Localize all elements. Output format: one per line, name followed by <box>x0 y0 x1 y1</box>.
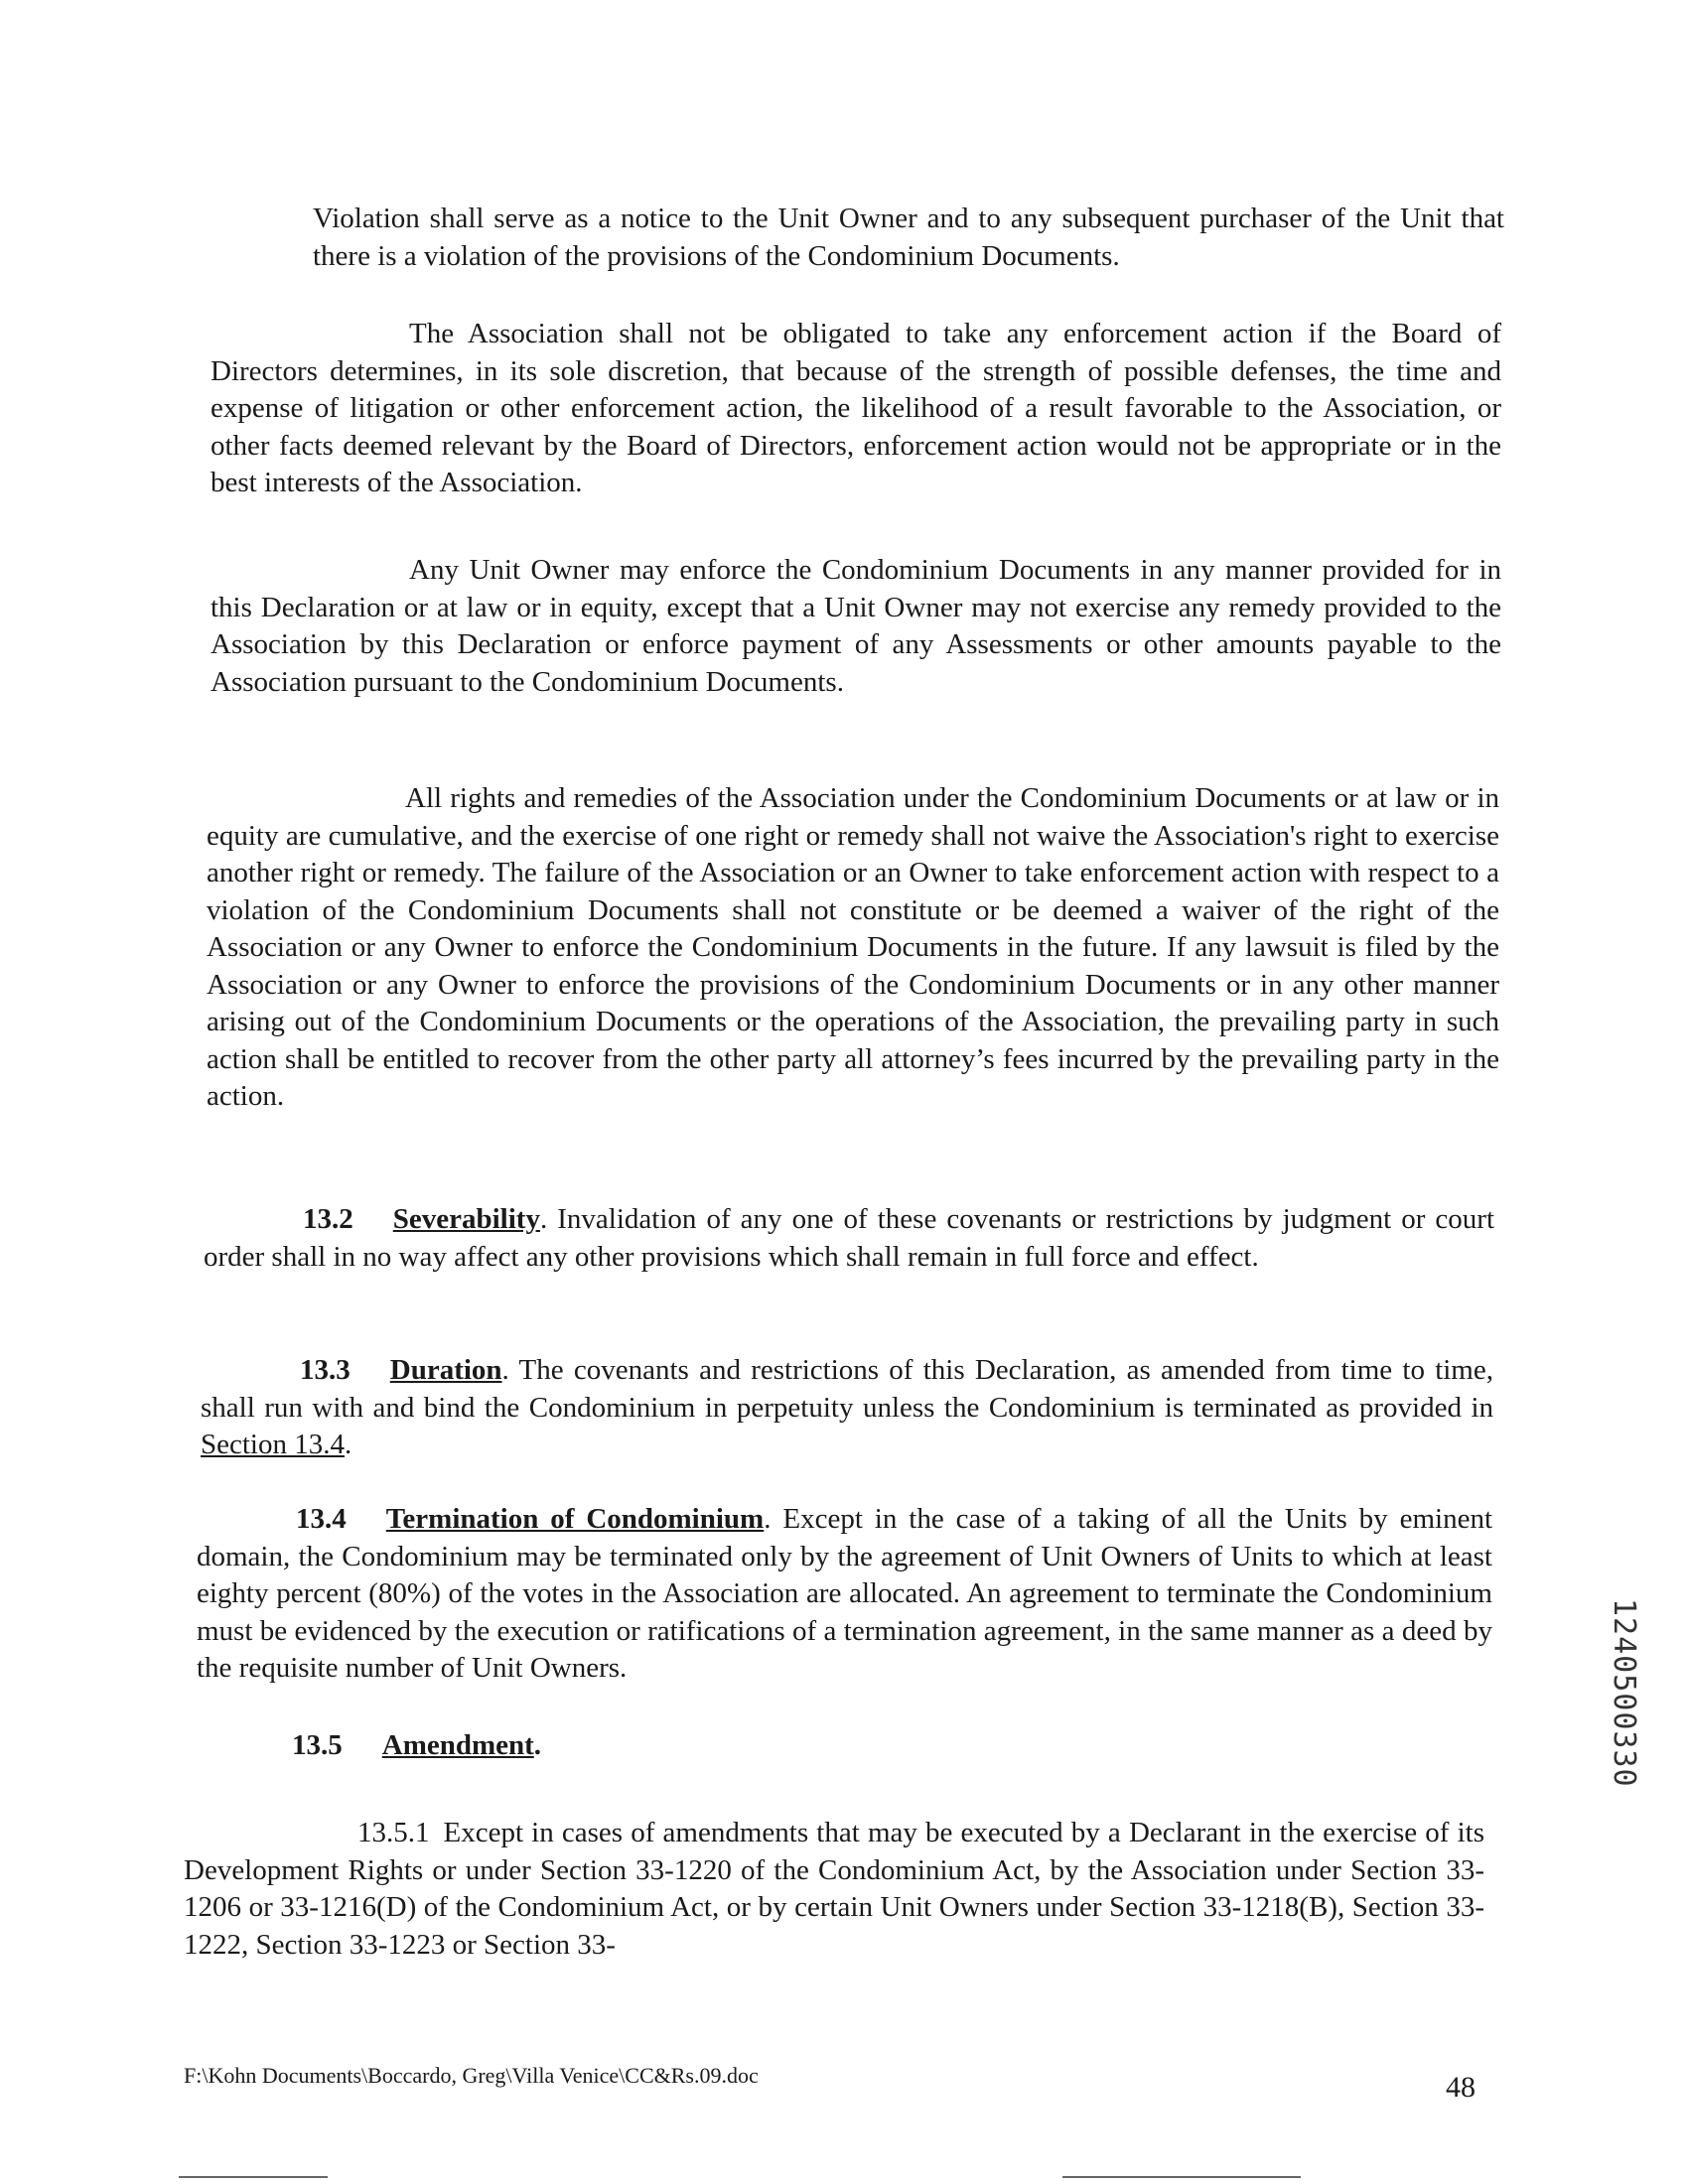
page-number: 48 <box>1446 2071 1476 2104</box>
recording-stamp-number: 1240500330 <box>1607 1598 1641 1788</box>
section-13-5-heading: 13.5 Amendment. <box>292 1729 542 1761</box>
section-reference-link[interactable]: Section 13.4 <box>201 1429 345 1460</box>
section-13-3: 13.3 Duration. The covenants and restrictions of this Declaration, as amended from time to time, shall run with and bind the Condominium in perpetuity unless the Condominium is terminated as provided in Section 13.4. <box>201 1354 1493 1460</box>
subsection-number: 13.5.1 <box>357 1817 430 1848</box>
paragraph-cumulative-remedies: All rights and remedies of the Association under the Condominium Documents or at law or in equity are cumulative, and the exercise of one right or remedy shall not waive the Association's right to exercise another right or remedy. The failure of the Association or an Owner to take enforcement action with respect to a violation of the Condominium Documents shall not constitute or be deemed a waiver of the right of the Association or any Owner to enforce the Condominium Documents in the future. If any lawsuit is filed by the Association or any Owner to enforce the provisions of the Condominium Documents or in any other manner arising out of the Condominium Documents or the operations of the Association, the prevailing party in such action shall be entitled to recover from the other party all attorney’s fees incurred by the prevailing party in the action. <box>207 782 1499 1112</box>
section-title: Severability <box>392 1203 540 1235</box>
paragraph-owner-enforcement: Any Unit Owner may enforce the Condominium Documents in any manner provided for in this Declaration or at law or in equity, except that a Unit Owner may not exercise any remedy provided to the Association by this Declaration or enforce payment of any Assessments or other amounts payable to the Association pursuant to the Condominium Documents. <box>211 554 1501 698</box>
subsection-body: Except in cases of amendments that may be executed by a Declarant in the exercise of its Development Rights or under Section 33-1220 of the Condominium Act, by the Association under Section 33-1206 or 33-1216(D) of the Condominium Act, or by certain Unit Owners under Section 33-1218(B), Section 33-1222, Section 33-1223 or Section 33- <box>184 1817 1484 1961</box>
bottom-rule-left <box>179 2176 328 2178</box>
bottom-rule-right <box>1062 2176 1301 2178</box>
section-number: 13.5 <box>292 1729 343 1761</box>
section-13-2 <box>204 1201 1494 1276</box>
section-13-4 <box>197 1501 1492 1688</box>
section-title: Amendment <box>381 1729 534 1761</box>
section-body: . Invalidation of any one of these covenants or restrictions by judgment or court order shall in no way affect any other provisions which shall remain in full force and effect. <box>204 1203 1494 1273</box>
section-number: 13.2 <box>303 1203 353 1235</box>
section-number: 13.3 <box>300 1354 351 1386</box>
paragraph-enforcement-discretion: The Association shall not be obligated to take any enforcement action if the Board of Directors determines, in its sole discretion, that because of the strength of possible defenses, the time and expense of litigation or other enforcement action, the likelihood of a result favorable to the Association, or other facts deemed relevant by the Board of Directors, enforcement action would not be appropriate or in the best interests of the Association. <box>211 318 1501 498</box>
section-number: 13.4 <box>296 1503 347 1535</box>
document-file-path: F:\Kohn Documents\Boccardo, Greg\Villa Venice\CC&Rs.09.doc <box>184 2063 759 2088</box>
section-title: Termination of Condominium <box>385 1503 765 1535</box>
section-body: . The covenants and restrictions of this Declaration, as amended from time to time, shall run with and bind the Condominium in perpetuity unless the Condominium is terminated as provided in <box>201 1354 1493 1424</box>
section-13-5-1 <box>184 1815 1484 1964</box>
section-body: . Except in the case of a taking of all the Units by eminent domain, the Condominium may be terminated only by the agreement of Unit Owners of Units to which at least eighty percent (80%) of the votes in the Association are allocated. An agreement to terminate the Condominium must be evidenced by the execution or ratifications of a termination agreement, in the same manner as a deed by the requisite number of Unit Owners. <box>197 1503 1492 1684</box>
section-title: Duration <box>389 1354 502 1386</box>
paragraph-violation-notice: Violation shall serve as a notice to the Unit Owner and to any subsequent purchaser of the Unit that there is a violation of the provisions of the Condominium Documents. <box>313 203 1504 272</box>
